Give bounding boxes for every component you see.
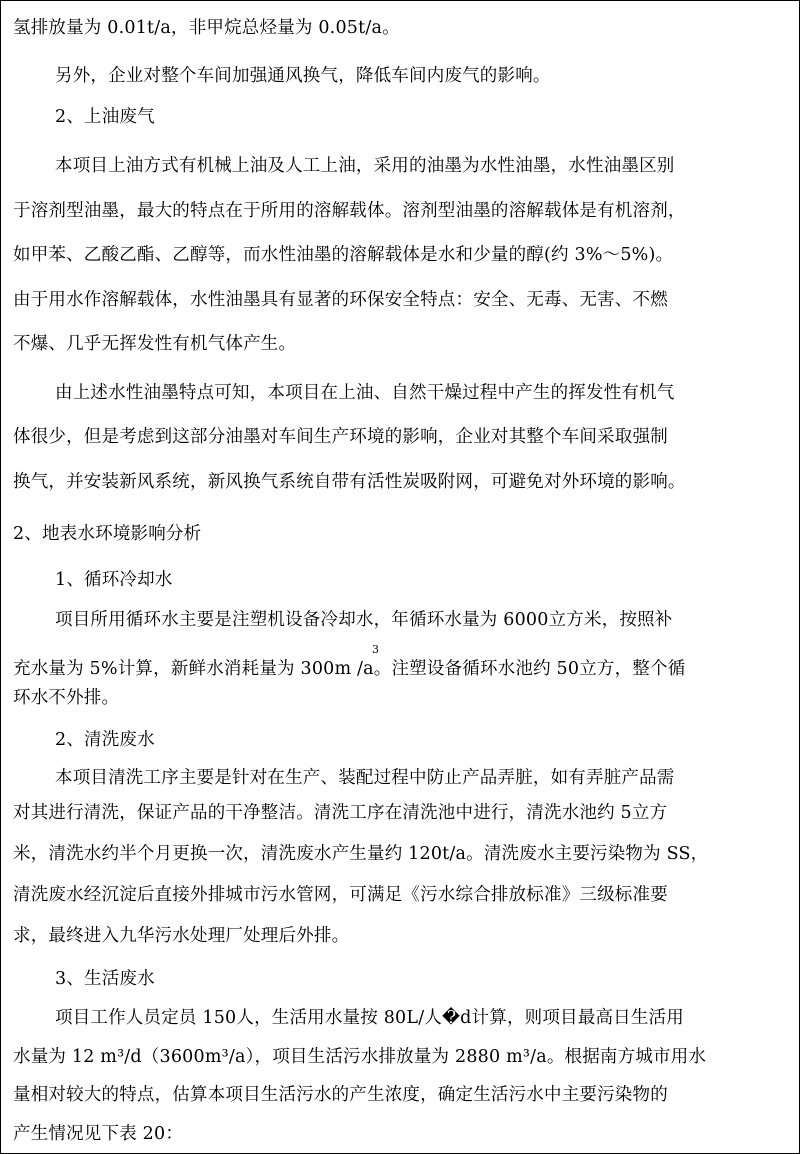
text-line: 水量为 12 m³/d（3600m³/a），项目生活污水排放量为 2880 m³/a。根据南方城市用水 [13, 1047, 707, 1067]
text-line: 本项目上油方式有机械上油及人工上油，采用的油墨为水性油墨，水性油墨区别 [55, 156, 675, 176]
superscript: 3 [372, 643, 379, 656]
text-line: 换气，并安装新风系统，新风换气系统自带有活性炭吸附网，可避免对外环境的影响。 [13, 472, 686, 492]
text-line: 产生情况见下表 20： [13, 1124, 184, 1144]
text-line: 体很少，但是考虑到这部分油墨对车间生产环境的影响，企业对其整个车间采取强制 [13, 427, 668, 447]
subsection-heading: 1、循环冷却水 [55, 570, 173, 590]
text-line: 清洗废水经沉淀后直接外排城市污水管网，可满足《污水综合排放标准》三级标准要 [13, 885, 668, 905]
subsection-heading: 3、生活废水 [55, 969, 155, 989]
text-line: 由于用水作溶解载体，水性油墨具有显著的环保安全特点：安全、无毒、无害、不燃 [13, 290, 668, 310]
text-line: 于溶剂型油墨，最大的特点在于所用的溶解载体。溶剂型油墨的溶解载体是有机溶剂， [13, 201, 686, 221]
section-heading: 2、地表水环境影响分析 [13, 524, 202, 544]
text-line: 另外，企业对整个车间加强通风换气，降低车间内废气的影响。 [55, 66, 551, 86]
text-line: 对其进行清洗，保证产品的干净整洁。清洗工序在清洗池中进行，清洗水池约 5立方 [13, 803, 668, 823]
text-line: 氢排放量为 0.01t/a，非甲烷总烃量为 0.05t/a。 [13, 18, 400, 38]
text-line: 充水量为 5%计算，新鲜水消耗量为 300m /a。注塑设备循环水池约 50立方，整个循 [13, 659, 686, 679]
text-line: 由上述水性油墨特点可知，本项目在上油、自然干燥过程中产生的挥发性有机气 [55, 383, 675, 403]
text-line: 项目所用循环水主要是注塑机设备冷却水，年循环水量为 6000立方米，按照补 [55, 610, 673, 630]
text-line: 不爆、几乎无挥发性有机气体产生。 [13, 334, 297, 354]
section-heading: 2、上油废气 [55, 107, 155, 127]
text-line: 如甲苯、乙酸乙酯、乙醇等，而水性油墨的溶解载体是水和少量的醇(约 3%～5%)。 [13, 245, 674, 265]
text-line: 项目工作人员定员 150人，生活用水量按 80L/人�d计算，则项目最高日生活用 [55, 1008, 684, 1028]
text-line: 求，最终进入九华污水处理厂处理后外排。 [13, 926, 350, 946]
text-line: 量相对较大的特点，估算本项目生活污水的产生浓度，确定生活污水中主要污染物的 [13, 1085, 668, 1105]
subsection-heading: 2、清洗废水 [55, 730, 155, 750]
text-line: 环水不外排。 [13, 688, 120, 708]
text-line: 米，清洗水约半个月更换一次，清洗废水产生量约 120t/a。清洗废水主要污染物为 SS， [13, 844, 709, 864]
text-line: 本项目清洗工序主要是针对在生产、装配过程中防止产品弄脏，如有弄脏产品需 [55, 768, 675, 788]
